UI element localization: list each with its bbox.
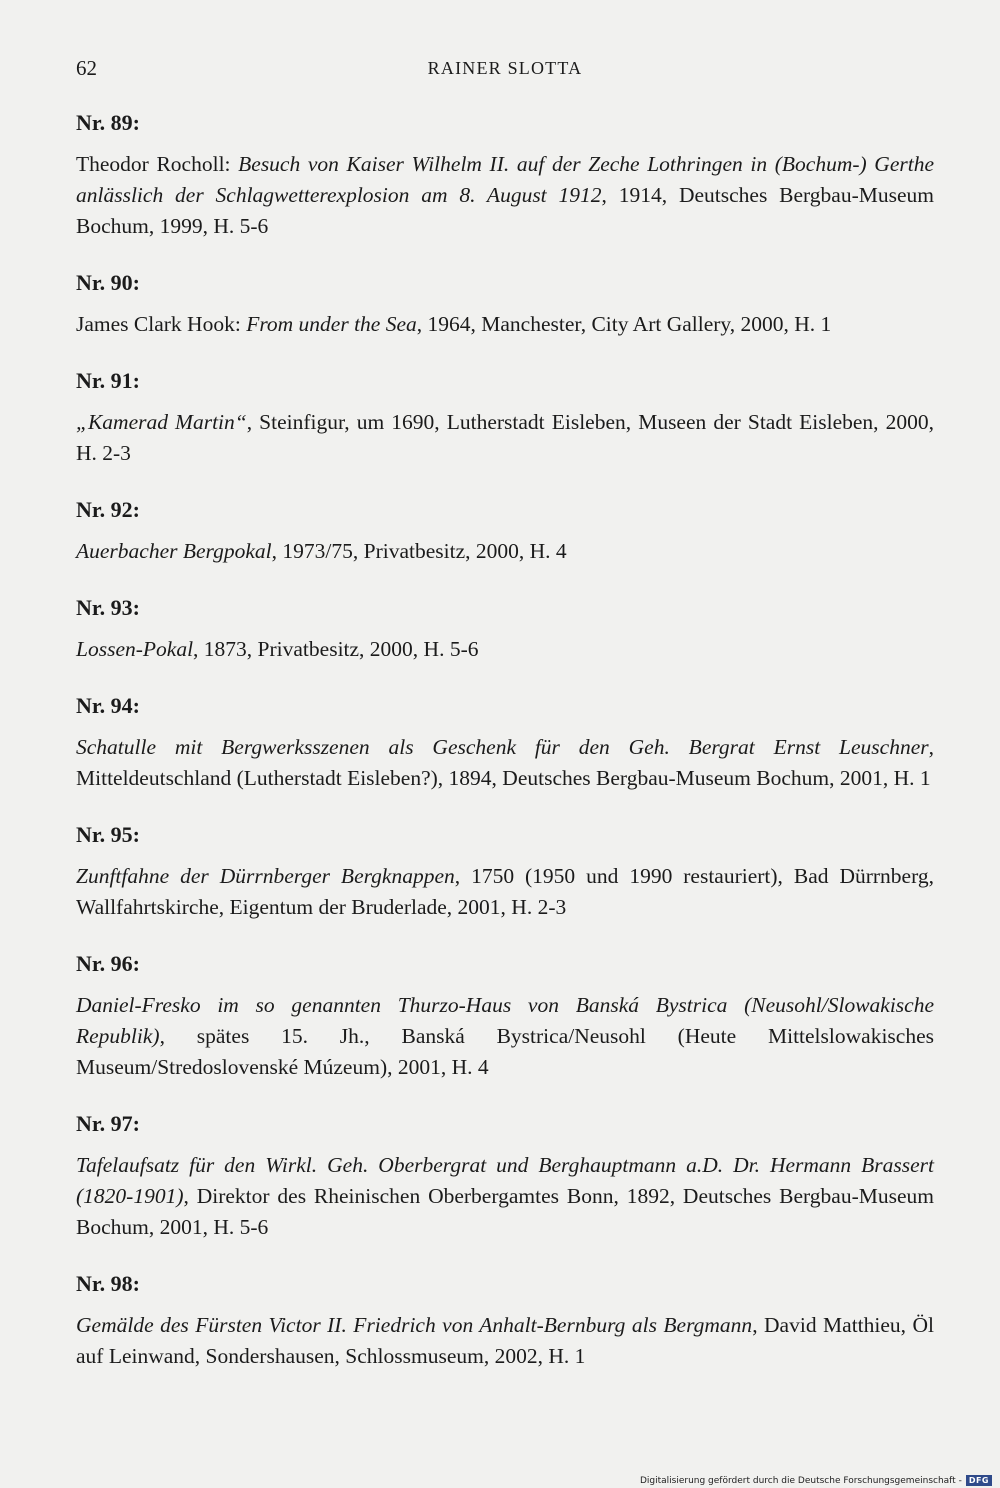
entry-text — [76, 634, 934, 665]
entry-title: Schatulle mit Bergwerksszenen als Geschenk für den Geh. Bergrat Ernst Leuschner — [76, 735, 929, 759]
catalog-entry — [76, 108, 934, 242]
entry-details: , Mitteldeutschland (Lutherstadt Eisleben?), 1894, Deutsches Bergbau-Museum Bochum, 2001, H. 1 — [76, 735, 934, 790]
entry-details: , Direktor des Rheinischen Oberbergamtes Bonn, 1892, Deutsches Bergbau-Museum Bochum, 2001, H. 5-6 — [76, 1184, 934, 1239]
entry-details: , 1914, Deutsches Bergbau-Museum Bochum, 1999, H. 5-6 — [76, 183, 935, 238]
entry-details: , 1873, Privatbesitz, 2000, H. 5-6 — [193, 637, 479, 661]
catalog-entry — [76, 495, 934, 567]
entry-title: Daniel-Fresko im so genannten Thurzo-Haus von Banská Bystrica (Neusohl/Slowakische Republik) — [76, 993, 934, 1048]
entry-details: , 1964, Manchester, City Art Gallery, 2000, H. 1 — [416, 312, 832, 336]
entry-number: Nr. 94: — [76, 693, 140, 718]
digitization-footer — [640, 1475, 992, 1486]
entry-details: , 1973/75, Privatbesitz, 2000, H. 4 — [271, 539, 567, 563]
entry-title: From under the Sea — [246, 312, 417, 336]
page-number: 62 — [76, 56, 97, 80]
entry-details: James Clark Hook: — [76, 312, 247, 336]
entry-title: Zunftfahne der Dürrnberger Bergknappen — [76, 864, 455, 888]
catalog-entry — [76, 820, 934, 923]
author-running-head: RAINER SLOTTA — [427, 58, 583, 78]
entry-number: Nr. 92: — [76, 497, 140, 522]
entry-title: Besuch von Kaiser Wilhelm II. auf der Zeche Lothringen in (Bochum-) Gerthe anlässlich der Schlagwetterexplosion am 8. August 1912 — [76, 152, 935, 207]
entry-title: Tafelaufsatz für den Wirkl. Geh. Oberbergrat und Berghauptmann a.D. Dr. Hermann Brassert (1820-1901) — [76, 1153, 934, 1208]
catalog-entry — [76, 949, 934, 1083]
entry-title: „Kamerad Martin“ — [76, 410, 247, 434]
footer-credit: Digitalisierung gefördert durch die Deutsche Forschungsgemeinschaft - — [639, 1475, 962, 1486]
entry-text — [76, 1310, 934, 1372]
entry-details: , spätes 15. Jh., Banská Bystrica/Neusohl (Heute Mittelslowakisches Museum/Stredoslovenské Múzeum), 2001, H. 4 — [76, 1024, 934, 1079]
catalog-entry-list — [76, 108, 934, 1398]
entry-text — [76, 536, 934, 567]
entry-text — [76, 861, 934, 923]
catalog-entry — [76, 268, 934, 340]
entry-number: Nr. 97: — [76, 1111, 140, 1136]
entry-details: , 1750 (1950 und 1990 restauriert), Bad Dürrnberg, Wallfahrtskirche, Eigentum der Bruderlade, 2001, H. 2-3 — [76, 864, 934, 919]
entry-title: Gemälde des Fürsten Victor II. Friedrich von Anhalt-Bernburg als Bergmann — [76, 1313, 753, 1337]
entry-number: Nr. 91: — [76, 368, 140, 393]
entry-details: , David Matthieu, Öl auf Leinwand, Sondershausen, Schlossmuseum, 2002, H. 1 — [76, 1313, 934, 1368]
entry-number: Nr. 93: — [76, 595, 140, 620]
entry-text — [76, 149, 934, 242]
catalog-entry — [76, 1269, 934, 1372]
entry-text — [76, 990, 934, 1083]
entry-title: Lossen-Pokal — [76, 637, 194, 661]
entry-number: Nr. 98: — [76, 1271, 140, 1296]
entry-details: , Steinfigur, um 1690, Lutherstadt Eisleben, Museen der Stadt Eisleben, 2000, H. 2-3 — [76, 410, 934, 465]
entry-text — [76, 732, 934, 794]
entry-title: Auerbacher Bergpokal — [76, 539, 272, 563]
entry-text — [76, 407, 934, 469]
entry-number: Nr. 89: — [76, 110, 140, 135]
entry-text — [76, 1150, 934, 1243]
catalog-entry — [76, 691, 934, 794]
running-head — [76, 53, 934, 83]
entry-number: Nr. 95: — [76, 822, 140, 847]
entry-number: Nr. 96: — [76, 951, 140, 976]
catalog-entry — [76, 593, 934, 665]
catalog-entry — [76, 1109, 934, 1243]
dfg-logo-icon: DFG — [966, 1475, 992, 1486]
entry-text — [76, 309, 934, 340]
catalog-entry — [76, 366, 934, 469]
entry-number: Nr. 90: — [76, 270, 140, 295]
entry-details: Theodor Rocholl: — [76, 152, 239, 176]
